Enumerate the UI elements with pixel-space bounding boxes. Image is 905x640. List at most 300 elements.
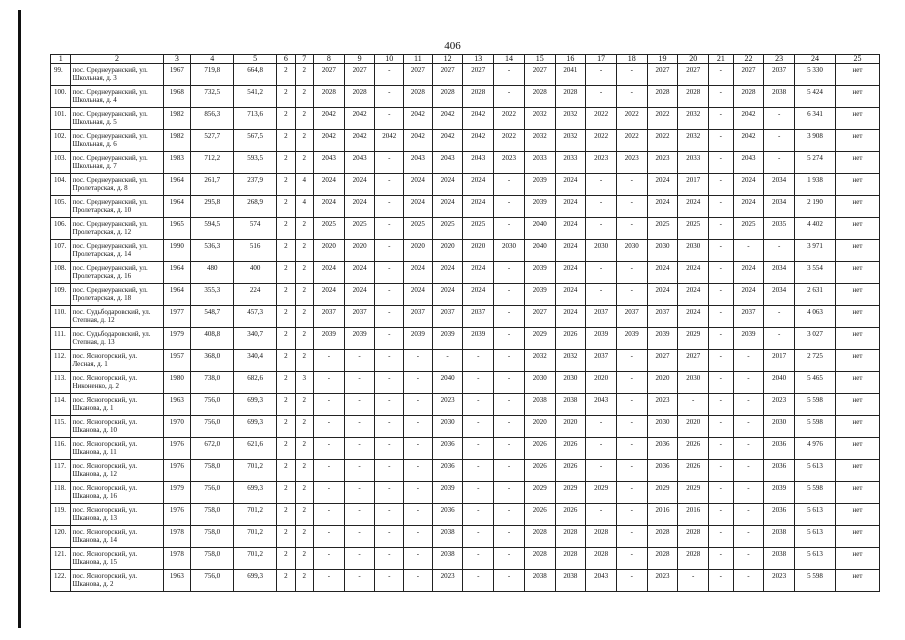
table-cell: 2027 [733,64,764,86]
table-cell: 2026 [524,504,555,526]
row-number: 115. [51,416,71,438]
address-cell: пос. Ясногорский, ул. Шканова, д. 12 [71,460,163,482]
table-cell: - [616,174,647,196]
table-cell: - [586,460,617,482]
table-cell: нет [835,350,879,372]
table-cell: 2043 [314,152,345,174]
table-cell: 593,5 [234,152,277,174]
table-cell: 2036 [647,438,678,460]
table-cell: 2037 [404,306,433,328]
column-number: 22 [733,55,764,64]
table-cell: 1970 [163,416,191,438]
table-cell: - [463,372,494,394]
table-cell: - [463,526,494,548]
table-cell: 2030 [647,240,678,262]
column-number: 3 [163,55,191,64]
table-cell: 3 908 [795,130,836,152]
table-cell: 2 [295,394,313,416]
table-cell: 758,0 [191,504,234,526]
table-cell: 2 [277,526,295,548]
table-row [51,306,880,328]
table-cell: - [764,152,795,174]
table-row [51,174,880,196]
table-cell: 2028 [678,86,709,108]
table-cell: 2020 [344,240,375,262]
table-cell: - [463,460,494,482]
table-cell: 4 [295,196,313,218]
address-cell: пос. Среднеуранский, ул. Пролетарская, д. 12 [71,218,163,240]
table-cell: 2028 [314,86,345,108]
table-cell: - [709,130,734,152]
table-cell: 2032 [524,130,555,152]
table-cell: 2028 [463,86,494,108]
table-cell: 5 330 [795,64,836,86]
table-cell: - [494,328,525,350]
table-cell: - [733,504,764,526]
table-cell: 2039 [586,328,617,350]
table-cell: - [616,284,647,306]
table-cell: 1957 [163,350,191,372]
table-cell: 2030 [494,240,525,262]
table-cell: 2024 [404,174,433,196]
table-cell: 2028 [733,86,764,108]
table-cell: 2035 [764,218,795,240]
table-row [51,262,880,284]
table-cell: 756,0 [191,394,234,416]
table-cell: - [494,570,525,592]
table-cell: 2024 [404,262,433,284]
table-cell: 2033 [555,152,586,174]
table-cell: 3 [295,372,313,394]
table-cell: - [586,284,617,306]
table-cell: 1982 [163,130,191,152]
table-cell: 2043 [586,394,617,416]
table-cell: - [733,394,764,416]
column-number: 7 [295,55,313,64]
table-row [51,152,880,174]
table-cell: - [375,350,404,372]
address-cell: пос. Ясногорский, ул. Шканова, д. 15 [71,548,163,570]
table-cell: 2038 [764,548,795,570]
table-cell: 541,2 [234,86,277,108]
table-cell: 2027 [647,64,678,86]
table-cell: 2038 [555,570,586,592]
table-cell: 2039 [764,482,795,504]
table-cell: 2042 [404,108,433,130]
table-cell: 2 190 [795,196,836,218]
table-cell: - [764,108,795,130]
table-cell: 2030 [586,240,617,262]
table-cell: - [344,504,375,526]
table-cell: 2 [277,548,295,570]
table-cell: - [709,86,734,108]
table-cell: 2 [295,64,313,86]
table-cell: - [375,86,404,108]
table-cell: 2032 [678,130,709,152]
table-cell: 3 971 [795,240,836,262]
table-cell: нет [835,240,879,262]
table-cell: 5 424 [795,86,836,108]
table-row [51,372,880,394]
table-cell: 408,8 [191,328,234,350]
table-cell: нет [835,482,879,504]
table-cell: 355,3 [191,284,234,306]
table-cell: 2029 [678,328,709,350]
table-cell: - [586,416,617,438]
table-cell: 5 613 [795,460,836,482]
table-cell: 2 [277,460,295,482]
table-cell: 2027 [524,306,555,328]
table-cell: нет [835,548,879,570]
table-cell: - [586,86,617,108]
table-cell: 2037 [586,306,617,328]
table-cell: 2042 [314,108,345,130]
table-cell: - [404,350,433,372]
table-cell: 2034 [764,174,795,196]
table-cell: - [709,328,734,350]
table-cell: 2028 [647,86,678,108]
table-cell: 2 [295,262,313,284]
table-cell: 2 [277,174,295,196]
table-cell: 2026 [678,460,709,482]
table-cell: 2034 [764,196,795,218]
row-number: 99. [51,64,71,86]
table-cell: - [375,284,404,306]
housing-register-table [50,54,880,592]
table-cell: 2 [277,306,295,328]
table-cell: 2025 [432,218,463,240]
table-cell: - [314,482,345,504]
table-cell: 2024 [344,262,375,284]
table-cell: нет [835,328,879,350]
table-cell: 2032 [524,350,555,372]
column-number: 9 [344,55,375,64]
table-cell: 2 [295,86,313,108]
table-cell: 3 027 [795,328,836,350]
table-cell: нет [835,372,879,394]
table-cell: - [764,306,795,328]
table-cell: - [709,372,734,394]
table-cell: 2032 [524,108,555,130]
table-cell: 758,0 [191,460,234,482]
table-cell: 480 [191,262,234,284]
table-cell: - [616,504,647,526]
table-cell: 2037 [463,306,494,328]
row-number: 101. [51,108,71,130]
table-cell: 2041 [555,64,586,86]
table-cell: 2024 [678,306,709,328]
table-cell: нет [835,460,879,482]
table-cell: 2028 [647,526,678,548]
table-cell: 2 [295,108,313,130]
table-cell: 2027 [524,64,555,86]
table-cell: - [375,372,404,394]
table-cell: - [314,526,345,548]
table-cell: нет [835,130,879,152]
address-cell: пос. Ясногорский, ул. Шканова, д. 16 [71,482,163,504]
table-cell: нет [835,174,879,196]
column-number: 21 [709,55,734,64]
table-cell: 2 725 [795,350,836,372]
table-cell: - [494,218,525,240]
table-cell: 2039 [404,328,433,350]
table-cell: 2024 [463,174,494,196]
table-cell: 758,0 [191,526,234,548]
row-number: 108. [51,262,71,284]
table-cell: 2039 [616,328,647,350]
row-number: 122. [51,570,71,592]
table-cell: - [463,570,494,592]
table-cell: 2 [295,526,313,548]
table-cell: 2028 [524,548,555,570]
table-cell: нет [835,196,879,218]
table-cell: - [709,196,734,218]
table-cell: 2 [295,416,313,438]
table-cell: 2029 [555,482,586,504]
table-cell: 5 598 [795,482,836,504]
table-row [51,196,880,218]
column-number: 12 [432,55,463,64]
address-cell: пос. Среднеуранский, ул. Пролетарская, д. 16 [71,262,163,284]
table-cell: 3 554 [795,262,836,284]
table-cell: 2023 [586,152,617,174]
table-cell: нет [835,306,879,328]
table-cell: - [616,570,647,592]
table-cell: 2043 [404,152,433,174]
table-cell: 5 598 [795,570,836,592]
table-cell: - [586,174,617,196]
table-cell: - [494,372,525,394]
table-cell: 664,8 [234,64,277,86]
table-cell: - [314,460,345,482]
table-cell: - [404,460,433,482]
table-row [51,416,880,438]
table-cell: 2043 [432,152,463,174]
address-cell: пос. Судьбодаровский, ул. Степная, д. 13 [71,328,163,350]
table-cell: 4 [295,174,313,196]
table-cell: 261,7 [191,174,234,196]
table-cell: 2024 [555,262,586,284]
row-number: 113. [51,372,71,394]
table-cell: 2039 [733,328,764,350]
table-cell: - [314,570,345,592]
table-cell: 2028 [524,86,555,108]
table-cell: 732,5 [191,86,234,108]
table-cell: 2037 [586,350,617,372]
table-cell: нет [835,284,879,306]
table-row [51,570,880,592]
table-cell: 2024 [555,196,586,218]
table-cell: 2028 [344,86,375,108]
table-cell: - [404,570,433,592]
table-cell: 2029 [678,482,709,504]
table-cell: - [463,438,494,460]
table-cell: 2038 [524,394,555,416]
table-cell: 574 [234,218,277,240]
table-cell: - [375,460,404,482]
table-cell: 1982 [163,108,191,130]
table-cell: 2028 [524,526,555,548]
table-cell: 2026 [555,504,586,526]
table-cell: 2022 [647,108,678,130]
table-cell: - [678,570,709,592]
column-number: 18 [616,55,647,64]
table-cell: 2023 [432,570,463,592]
table-cell: 2037 [647,306,678,328]
table-cell: 2024 [555,174,586,196]
table-cell: - [586,262,617,284]
table-cell: - [586,64,617,86]
table-cell: 1976 [163,460,191,482]
table-cell: - [463,350,494,372]
table-cell: - [733,570,764,592]
address-cell: пос. Ясногорский, ул. Шканова, д. 14 [71,526,163,548]
table-cell: 2024 [432,284,463,306]
table-cell: 699,3 [234,416,277,438]
table-cell: 2020 [314,240,345,262]
table-cell: 2040 [432,372,463,394]
table-cell: 2 631 [795,284,836,306]
table-cell: 682,6 [234,372,277,394]
table-cell: 2029 [524,482,555,504]
table-cell: - [764,240,795,262]
row-number: 107. [51,240,71,262]
table-cell: 516 [234,240,277,262]
table-cell: 2036 [432,504,463,526]
table-cell: 2028 [647,548,678,570]
table-cell: 594,5 [191,218,234,240]
table-cell: 2 [295,152,313,174]
table-cell: 2038 [764,86,795,108]
table-cell: 2 [277,196,295,218]
table-cell: - [494,394,525,416]
table-cell: 2022 [647,130,678,152]
table-cell: 758,0 [191,548,234,570]
table-cell: 5 465 [795,372,836,394]
table-cell: - [375,416,404,438]
column-number: 2 [71,55,163,64]
table-cell: 2028 [555,526,586,548]
row-number: 117. [51,460,71,482]
table-cell: 2036 [432,438,463,460]
table-cell: 2024 [314,262,345,284]
table-cell: 2 [277,482,295,504]
table-cell: - [344,570,375,592]
table-cell: - [314,548,345,570]
table-cell: 2033 [678,152,709,174]
table-cell: - [494,306,525,328]
table-cell: - [709,240,734,262]
table-cell: 2042 [432,108,463,130]
table-cell: 2020 [678,416,709,438]
table-cell: 2 [277,218,295,240]
table-cell: 2020 [647,372,678,394]
table-cell: 2 [277,64,295,86]
table-cell: 2040 [524,218,555,240]
address-cell: пос. Среднеуранский, ул. Школьная, д. 5 [71,108,163,130]
row-number: 110. [51,306,71,328]
table-cell: 2022 [494,130,525,152]
table-cell: - [344,482,375,504]
table-cell: 2028 [432,86,463,108]
table-cell: 2024 [463,284,494,306]
address-cell: пос. Ясногорский, ул. Лесная, д. 1 [71,350,163,372]
table-cell: - [678,394,709,416]
table-cell: 2 [295,284,313,306]
row-number: 106. [51,218,71,240]
table-cell: 2 [295,438,313,460]
table-cell: 2025 [344,218,375,240]
table-cell: 2038 [432,548,463,570]
table-cell: - [314,372,345,394]
table-row [51,460,880,482]
table-cell: 1990 [163,240,191,262]
table-cell: 2 [277,130,295,152]
table-cell: 2 [277,240,295,262]
table-cell: - [344,416,375,438]
table-cell: 4 976 [795,438,836,460]
table-cell: 2020 [404,240,433,262]
table-cell: нет [835,262,879,284]
table-cell: 2 [295,570,313,592]
table-cell: - [733,350,764,372]
table-cell: нет [835,152,879,174]
table-cell: - [494,174,525,196]
table-cell: 548,7 [191,306,234,328]
table-cell: 2040 [524,240,555,262]
table-cell: - [709,152,734,174]
table-cell: - [709,548,734,570]
table-cell: - [494,350,525,372]
table-cell: 2024 [404,196,433,218]
table-cell: 2025 [404,218,433,240]
table-cell: - [709,306,734,328]
table-cell: 2026 [524,438,555,460]
table-cell: - [375,108,404,130]
table-cell: 2024 [404,284,433,306]
table-cell: 621,6 [234,438,277,460]
address-cell: пос. Судьбодаровский, ул. Степная, д. 12 [71,306,163,328]
table-cell: - [344,460,375,482]
row-number: 103. [51,152,71,174]
table-cell: - [375,394,404,416]
table-cell: - [616,262,647,284]
table-cell: - [494,64,525,86]
table-cell: - [586,504,617,526]
table-cell: 2039 [314,328,345,350]
table-cell: - [494,416,525,438]
table-cell: 2 [295,306,313,328]
table-cell: - [616,218,647,240]
table-cell: 2022 [494,108,525,130]
table-cell: 2017 [764,350,795,372]
table-cell: 2024 [432,174,463,196]
table-cell: 2023 [647,570,678,592]
table-cell: 237,9 [234,174,277,196]
table-cell: 2034 [764,262,795,284]
table-cell: 2036 [764,504,795,526]
table-cell: 2025 [463,218,494,240]
table-cell: 2024 [555,306,586,328]
table-cell: - [764,130,795,152]
table-cell: - [375,152,404,174]
table-cell: 2028 [404,86,433,108]
table-cell: 2020 [432,240,463,262]
table-cell: 2016 [647,504,678,526]
table-cell: 701,2 [234,548,277,570]
table-cell: нет [835,64,879,86]
column-number: 6 [277,55,295,64]
